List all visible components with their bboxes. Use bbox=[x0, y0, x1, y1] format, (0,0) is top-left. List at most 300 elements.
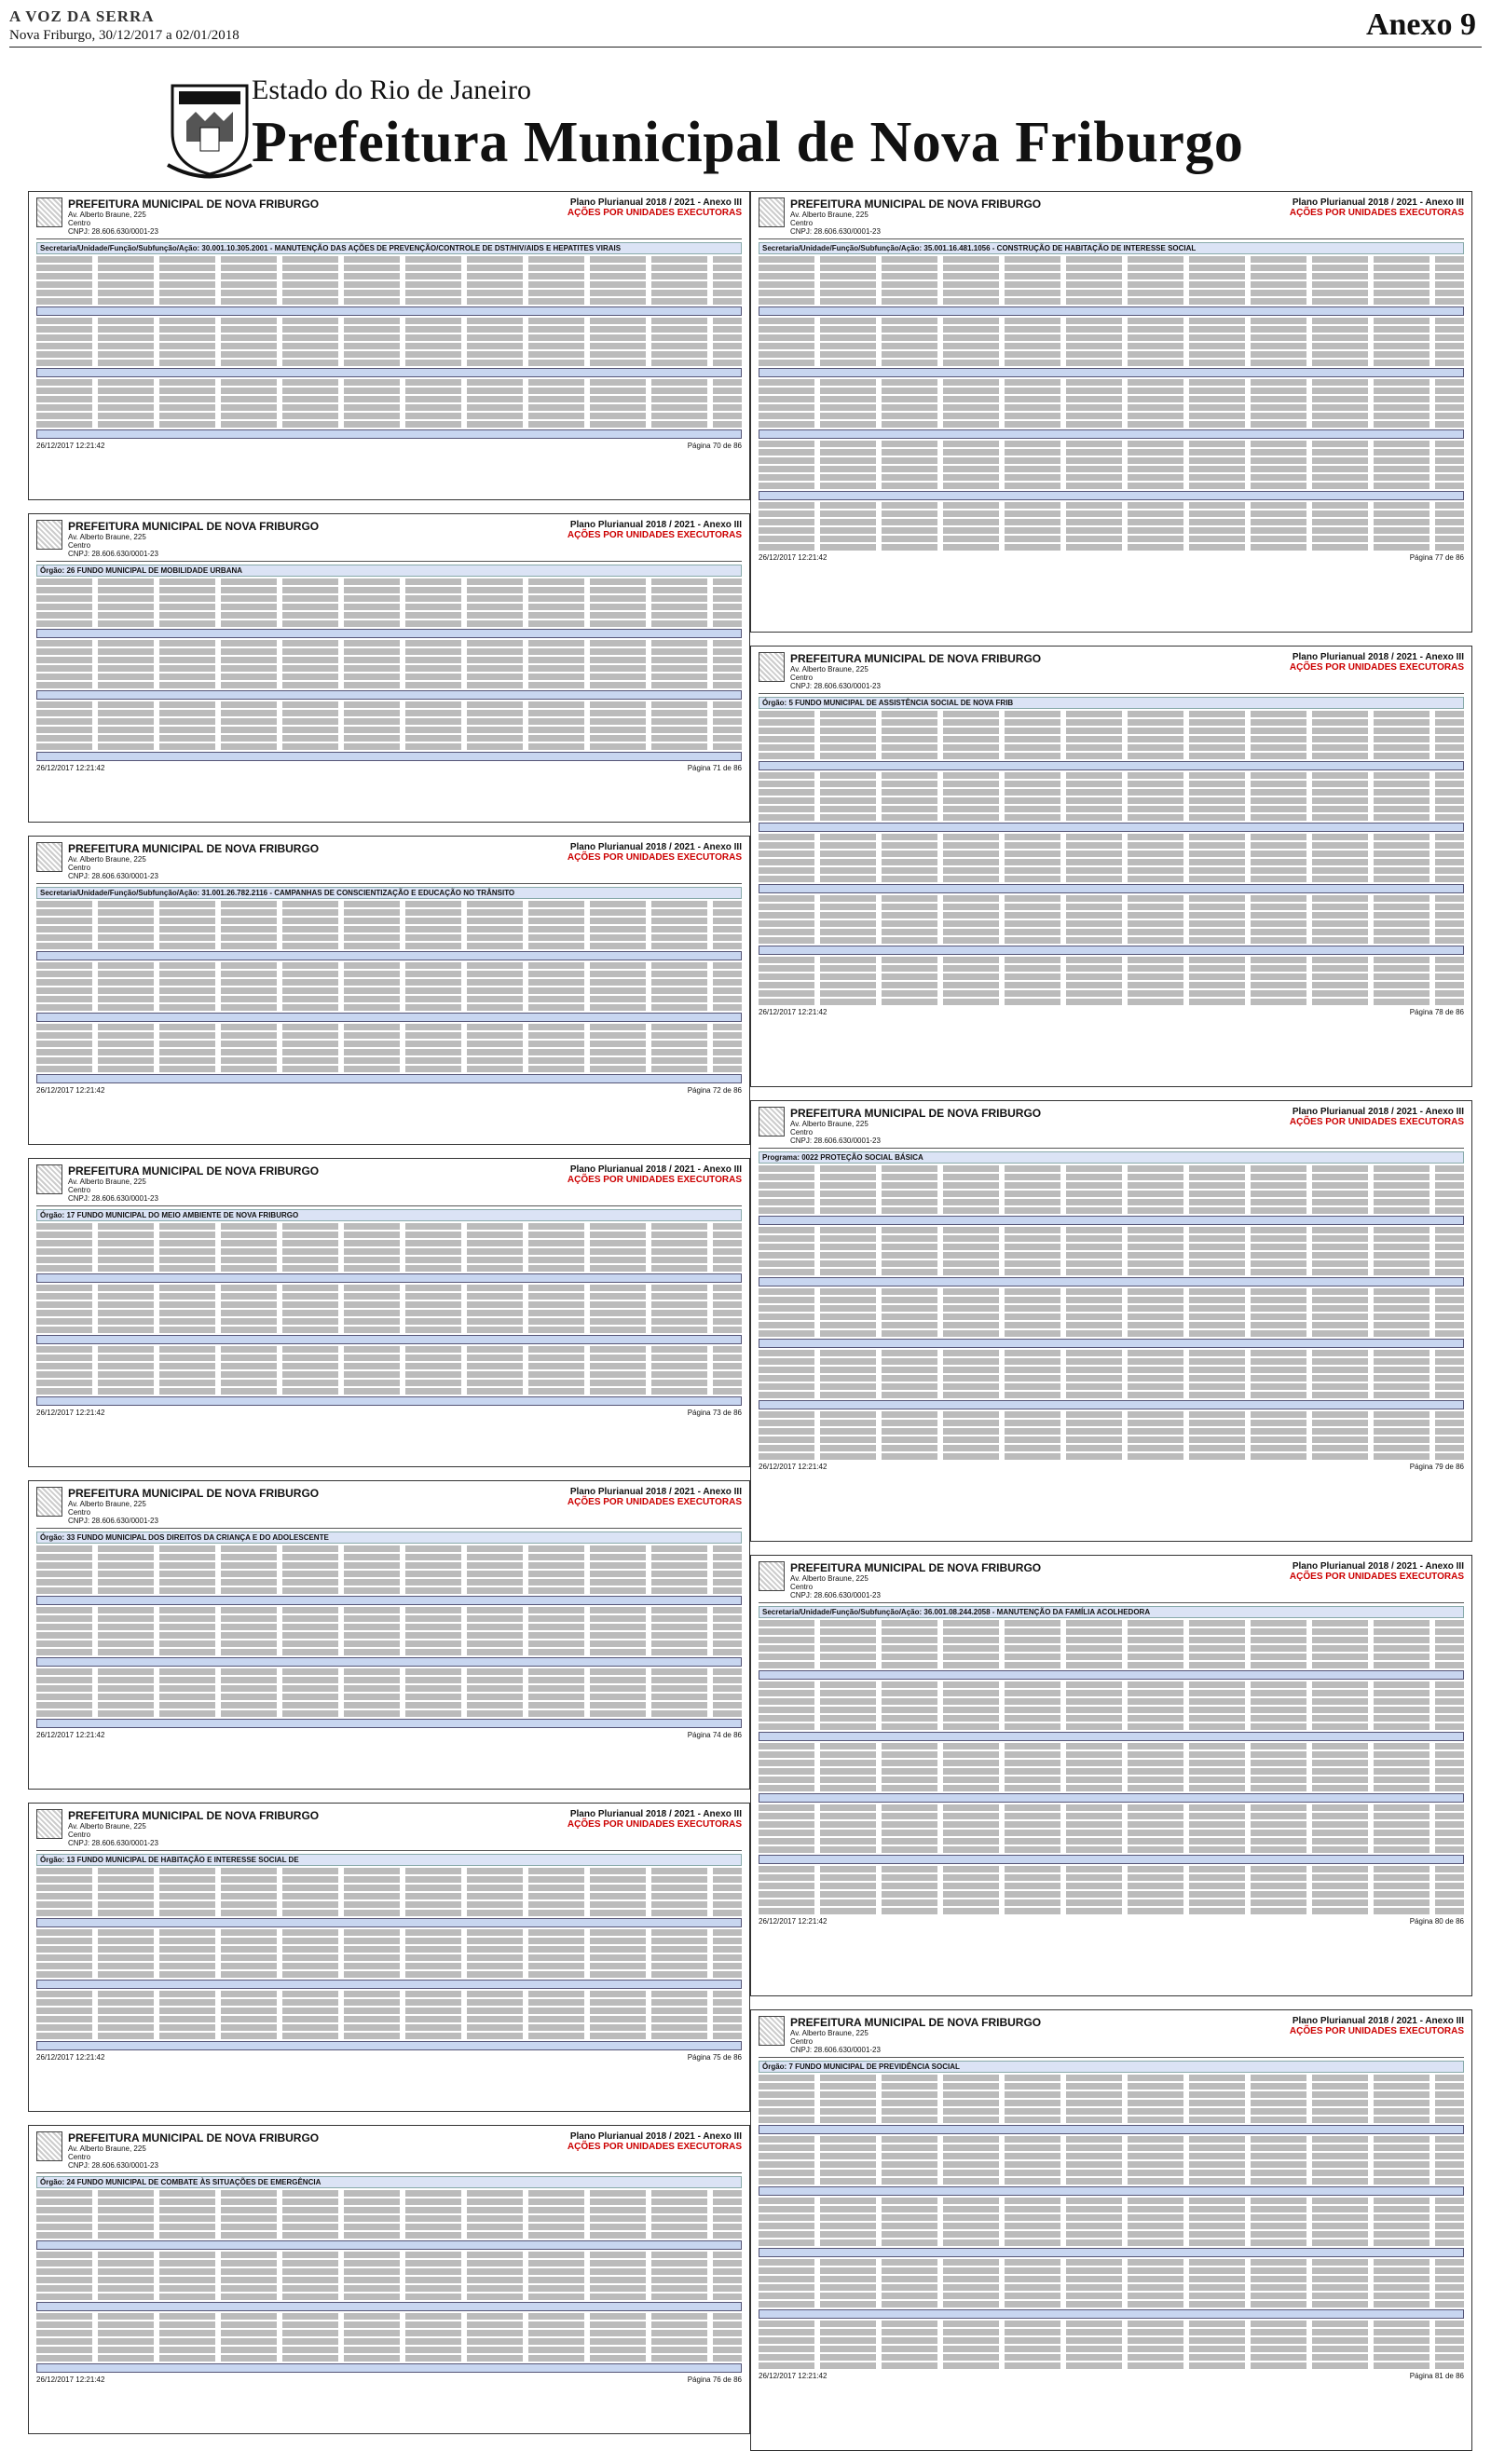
total-row bbox=[759, 2309, 1464, 2319]
footer-timestamp: 26/12/2017 12:21:42 bbox=[759, 553, 828, 562]
table-row bbox=[36, 1285, 742, 1291]
table-row bbox=[759, 413, 1464, 419]
table-row bbox=[759, 1698, 1464, 1705]
report-page bbox=[750, 1555, 1472, 1996]
table-row bbox=[36, 1066, 742, 1072]
report-page bbox=[28, 2125, 750, 2434]
total-row bbox=[36, 429, 742, 439]
plan-title: Plano Plurianual 2018 / 2021 - Anexo III bbox=[569, 197, 742, 208]
plan-block bbox=[568, 2131, 742, 2152]
plan-block bbox=[1290, 652, 1464, 673]
table-row bbox=[759, 1367, 1464, 1373]
table-row bbox=[36, 2355, 742, 2362]
table-row bbox=[759, 360, 1464, 366]
org-name: PREFEITURA MUNICIPAL DE NOVA FRIBURGO bbox=[68, 2131, 320, 2144]
org-district: Centro bbox=[68, 1508, 91, 1517]
table-row bbox=[36, 1649, 742, 1655]
table-row bbox=[36, 1685, 742, 1692]
table-row bbox=[759, 1662, 1464, 1668]
date-line: Nova Friburgo, 30/12/2017 a 02/01/2018 bbox=[9, 28, 239, 43]
org-address: Av. Alberto Braune, 225 bbox=[790, 665, 869, 674]
table-row bbox=[759, 1723, 1464, 1730]
table-row bbox=[759, 343, 1464, 349]
table-row bbox=[759, 1743, 1464, 1749]
table-row bbox=[36, 1677, 742, 1683]
table-row bbox=[36, 2024, 742, 2031]
plan-subtitle: AÇÕES POR UNIDADES EXECUTORAS bbox=[567, 1819, 742, 1830]
org-cnpj: CNPJ: 28.606.630/0001-23 bbox=[68, 1517, 158, 1525]
table-row bbox=[36, 1946, 742, 1953]
table-row bbox=[759, 2239, 1464, 2246]
table-row bbox=[759, 1420, 1464, 1426]
table-row bbox=[36, 1999, 742, 2006]
total-row bbox=[759, 306, 1464, 316]
plan-subtitle: AÇÕES POR UNIDADES EXECUTORAS bbox=[1289, 208, 1464, 218]
table-row bbox=[36, 1929, 742, 1936]
table-row bbox=[36, 290, 742, 296]
footer-page-number: Página 75 de 86 bbox=[687, 2053, 742, 2062]
table-row bbox=[759, 1628, 1464, 1635]
org-block bbox=[68, 1164, 568, 1203]
table-row bbox=[759, 1821, 1464, 1828]
table-row bbox=[36, 1910, 742, 1916]
table-row bbox=[36, 2252, 742, 2258]
plan-block bbox=[1290, 2016, 1464, 2036]
report-logo-icon bbox=[36, 2131, 62, 2161]
table-row bbox=[759, 2231, 1464, 2238]
table-row bbox=[759, 834, 1464, 840]
table-row bbox=[759, 1227, 1464, 1233]
org-name: PREFEITURA MUNICIPAL DE NOVA FRIBURGO bbox=[790, 2016, 1042, 2029]
table-row bbox=[759, 711, 1464, 717]
table-row bbox=[759, 2108, 1464, 2115]
plan-block bbox=[1290, 1107, 1464, 1127]
org-address: Av. Alberto Braune, 225 bbox=[68, 1500, 146, 1508]
plan-subtitle: AÇÕES POR UNIDADES EXECUTORAS bbox=[567, 1497, 742, 1507]
table-row bbox=[36, 1571, 742, 1577]
org-name: PREFEITURA MUNICIPAL DE NOVA FRIBURGO bbox=[790, 652, 1042, 665]
table-row bbox=[759, 2153, 1464, 2159]
table-row bbox=[759, 1707, 1464, 1713]
table-row bbox=[759, 536, 1464, 542]
table-row bbox=[759, 1681, 1464, 1688]
table-row bbox=[759, 1288, 1464, 1295]
org-block bbox=[68, 1809, 568, 1847]
table-row bbox=[36, 620, 742, 627]
table-row bbox=[759, 449, 1464, 456]
table-row bbox=[36, 1954, 742, 1961]
report-page bbox=[28, 1803, 750, 2112]
footer-timestamp: 26/12/2017 12:21:42 bbox=[759, 2372, 828, 2380]
footer-page-number: Página 70 de 86 bbox=[687, 442, 742, 450]
table-row bbox=[759, 789, 1464, 796]
org-address: Av. Alberto Braune, 225 bbox=[790, 1574, 869, 1583]
total-row bbox=[36, 1980, 742, 1989]
page-footer bbox=[759, 1463, 1464, 1471]
page-footer bbox=[759, 1008, 1464, 1016]
org-block bbox=[68, 1487, 568, 1525]
table-row bbox=[759, 1768, 1464, 1775]
table-row bbox=[759, 744, 1464, 751]
table-row bbox=[759, 719, 1464, 726]
total-row bbox=[36, 368, 742, 377]
plan-subtitle: AÇÕES POR UNIDADES EXECUTORAS bbox=[567, 2142, 742, 2152]
page-footer bbox=[36, 2376, 742, 2384]
org-block bbox=[790, 2016, 1290, 2054]
table-row bbox=[36, 256, 742, 263]
table-row bbox=[759, 2337, 1464, 2344]
total-row bbox=[36, 1013, 742, 1022]
page-footer bbox=[759, 1917, 1464, 1926]
table-row bbox=[36, 1615, 742, 1622]
table-row bbox=[36, 1380, 742, 1386]
table-row bbox=[36, 1223, 742, 1230]
annex-label: Anexo 9 bbox=[1365, 7, 1476, 42]
table-row bbox=[759, 290, 1464, 296]
footer-page-number: Página 74 de 86 bbox=[687, 1731, 742, 1739]
plan-title: Plano Plurianual 2018 / 2021 - Anexo III bbox=[1292, 652, 1464, 662]
table-row bbox=[759, 502, 1464, 509]
total-row bbox=[759, 1400, 1464, 1409]
table-row bbox=[759, 2214, 1464, 2221]
table-row bbox=[36, 1293, 742, 1300]
org-address: Av. Alberto Braune, 225 bbox=[68, 533, 146, 541]
org-district: Centro bbox=[790, 1583, 814, 1591]
table-row bbox=[759, 1654, 1464, 1660]
table-row bbox=[759, 273, 1464, 279]
org-address: Av. Alberto Braune, 225 bbox=[68, 1178, 146, 1186]
table-row bbox=[36, 1640, 742, 1647]
org-cnpj: CNPJ: 28.606.630/0001-23 bbox=[68, 227, 158, 236]
org-cnpj: CNPJ: 28.606.630/0001-23 bbox=[68, 872, 158, 880]
table-row bbox=[36, 2033, 742, 2039]
org-cnpj: CNPJ: 28.606.630/0001-23 bbox=[68, 550, 158, 558]
table-row bbox=[36, 701, 742, 708]
table-row bbox=[759, 1883, 1464, 1889]
report-page bbox=[28, 836, 750, 1145]
org-cnpj: CNPJ: 28.606.630/0001-23 bbox=[790, 2046, 881, 2054]
org-district: Centro bbox=[790, 219, 814, 227]
total-row bbox=[36, 629, 742, 638]
total-row bbox=[36, 2363, 742, 2373]
total-row bbox=[759, 491, 1464, 500]
table-row bbox=[759, 1804, 1464, 1811]
table-row bbox=[759, 2267, 1464, 2274]
footer-page-number: Página 81 de 86 bbox=[1409, 2372, 1464, 2380]
table-row bbox=[759, 1838, 1464, 1845]
org-cnpj: CNPJ: 28.606.630/0001-23 bbox=[68, 2161, 158, 2170]
footer-page-number: Página 76 de 86 bbox=[687, 2376, 742, 2384]
table-row bbox=[759, 318, 1464, 324]
table-row bbox=[759, 1260, 1464, 1267]
table-row bbox=[36, 2016, 742, 2022]
org-district: Centro bbox=[68, 864, 91, 872]
table-row bbox=[36, 1587, 742, 1594]
report-logo-icon bbox=[759, 2016, 785, 2046]
org-cnpj: CNPJ: 28.606.630/0001-23 bbox=[790, 227, 881, 236]
table-row bbox=[36, 612, 742, 619]
report-page-header bbox=[36, 1809, 742, 1851]
report-logo-icon bbox=[759, 1107, 785, 1137]
table-row bbox=[36, 396, 742, 402]
report-logo-icon bbox=[36, 1809, 62, 1839]
table-row bbox=[759, 2301, 1464, 2307]
org-district: Centro bbox=[68, 219, 91, 227]
section-heading: Secretaria/Unidade/Função/Subfunção/Ação: 36.001.08.244.2058 - MANUTENÇÃO DA FAMÍLIA ACOLHEDORA bbox=[759, 1606, 1464, 1618]
table-row bbox=[36, 1901, 742, 1908]
table-row bbox=[36, 640, 742, 647]
table-row bbox=[36, 2268, 742, 2275]
report-logo-icon bbox=[759, 652, 785, 682]
total-row bbox=[36, 2302, 742, 2311]
total-row bbox=[36, 1335, 742, 1344]
footer-page-number: Página 79 de 86 bbox=[1409, 1463, 1464, 1471]
table-row bbox=[36, 2294, 742, 2300]
table-row bbox=[36, 604, 742, 610]
table-row bbox=[759, 2223, 1464, 2229]
total-row bbox=[759, 1216, 1464, 1225]
plan-title: Plano Plurianual 2018 / 2021 - Anexo III bbox=[569, 842, 742, 852]
org-cnpj: CNPJ: 28.606.630/0001-23 bbox=[790, 1591, 881, 1600]
table-row bbox=[36, 1301, 742, 1308]
table-row bbox=[36, 2207, 742, 2213]
footer-timestamp: 26/12/2017 12:21:42 bbox=[36, 1409, 105, 1417]
table-row bbox=[36, 421, 742, 428]
report-page-header bbox=[36, 520, 742, 562]
total-row bbox=[759, 429, 1464, 439]
table-row bbox=[759, 1375, 1464, 1382]
page-footer bbox=[759, 2372, 1464, 2380]
total-row bbox=[36, 306, 742, 316]
table-row bbox=[36, 2232, 742, 2239]
table-row bbox=[759, 1297, 1464, 1303]
table-row bbox=[36, 326, 742, 333]
plan-subtitle: AÇÕES POR UNIDADES EXECUTORAS bbox=[1289, 2026, 1464, 2036]
table-row bbox=[36, 987, 742, 994]
table-row bbox=[759, 728, 1464, 734]
report-page-header bbox=[36, 197, 742, 239]
table-row bbox=[36, 1624, 742, 1630]
table-row bbox=[759, 1207, 1464, 1214]
table-row bbox=[759, 753, 1464, 759]
left-column bbox=[28, 191, 750, 2447]
plan-block bbox=[568, 1487, 742, 1507]
footer-timestamp: 26/12/2017 12:21:42 bbox=[36, 2053, 105, 2062]
table-row bbox=[759, 1453, 1464, 1460]
table-row bbox=[759, 806, 1464, 812]
plan-block bbox=[1290, 1561, 1464, 1582]
page-footer bbox=[36, 2053, 742, 2062]
table-row bbox=[759, 1305, 1464, 1312]
table-row bbox=[759, 1690, 1464, 1696]
section-heading: Órgão: 7 FUNDO MUNICIPAL DE PREVIDÊNCIA SOCIAL bbox=[759, 2061, 1464, 2073]
table-row bbox=[36, 674, 742, 680]
table-row bbox=[36, 979, 742, 986]
table-row bbox=[36, 2313, 742, 2320]
section-heading: Secretaria/Unidade/Função/Subfunção/Ação: 30.001.10.305.2001 - MANUTENÇÃO DAS AÇÕES DE PREVENÇÃO/CONTROLE DE DST/HIV/AIDS E HEPATITES VIRAIS bbox=[36, 242, 742, 254]
table-row bbox=[36, 587, 742, 593]
table-row bbox=[759, 1235, 1464, 1242]
table-row bbox=[36, 918, 742, 924]
table-row bbox=[759, 2354, 1464, 2361]
table-row bbox=[759, 2329, 1464, 2335]
table-row bbox=[36, 1554, 742, 1560]
org-address: Av. Alberto Braune, 225 bbox=[68, 211, 146, 219]
footer-timestamp: 26/12/2017 12:21:42 bbox=[759, 1463, 828, 1471]
table-row bbox=[36, 1248, 742, 1255]
table-row bbox=[36, 2321, 742, 2328]
report-page-header bbox=[36, 2131, 742, 2173]
right-column bbox=[750, 191, 1472, 2464]
table-row bbox=[759, 999, 1464, 1005]
paper-name: A VOZ DA SERRA bbox=[9, 7, 155, 25]
report-logo-icon bbox=[759, 197, 785, 227]
table-row bbox=[759, 2091, 1464, 2098]
org-block bbox=[68, 197, 568, 236]
table-row bbox=[759, 2161, 1464, 2168]
table-row bbox=[759, 1908, 1464, 1914]
total-row bbox=[36, 690, 742, 700]
table-row bbox=[36, 1024, 742, 1030]
table-row bbox=[759, 379, 1464, 386]
page-footer bbox=[36, 1409, 742, 1417]
table-row bbox=[759, 1165, 1464, 1172]
table-row bbox=[759, 1436, 1464, 1443]
table-row bbox=[36, 1876, 742, 1883]
table-row bbox=[36, 901, 742, 907]
total-row bbox=[759, 1339, 1464, 1348]
table-row bbox=[759, 474, 1464, 481]
total-row bbox=[759, 1670, 1464, 1680]
table-row bbox=[759, 2362, 1464, 2369]
table-row bbox=[36, 1265, 742, 1272]
table-row bbox=[36, 1562, 742, 1569]
table-row bbox=[759, 1445, 1464, 1451]
total-row bbox=[36, 1657, 742, 1667]
table-row bbox=[36, 2260, 742, 2267]
org-district: Centro bbox=[68, 1186, 91, 1194]
report-page bbox=[28, 191, 750, 500]
report-logo-icon bbox=[759, 1561, 785, 1591]
table-row bbox=[36, 1371, 742, 1378]
total-row bbox=[759, 2248, 1464, 2257]
table-row bbox=[36, 1991, 742, 1997]
table-row bbox=[759, 1830, 1464, 1836]
table-row bbox=[759, 1891, 1464, 1898]
table-row bbox=[759, 1392, 1464, 1398]
total-row bbox=[36, 752, 742, 761]
footer-timestamp: 26/12/2017 12:21:42 bbox=[36, 442, 105, 450]
report-logo-icon bbox=[36, 1164, 62, 1194]
table-row bbox=[759, 404, 1464, 411]
table-row bbox=[36, 1310, 742, 1316]
plan-block bbox=[568, 1164, 742, 1185]
org-block bbox=[68, 842, 568, 880]
table-row bbox=[759, 1244, 1464, 1250]
table-row bbox=[759, 851, 1464, 857]
table-row bbox=[36, 1963, 742, 1969]
table-row bbox=[759, 2144, 1464, 2151]
total-row bbox=[36, 951, 742, 960]
section-heading: Secretaria/Unidade/Função/Subfunção/Ação: 35.001.16.481.1056 - CONSTRUÇÃO DE HABITAÇÃO DE INTERESSE SOCIAL bbox=[759, 242, 1464, 254]
table-row bbox=[759, 2178, 1464, 2185]
table-row bbox=[36, 1702, 742, 1708]
table-row bbox=[36, 710, 742, 716]
table-row bbox=[36, 579, 742, 585]
table-row bbox=[36, 909, 742, 916]
table-row bbox=[759, 466, 1464, 472]
municipal-header bbox=[149, 65, 1361, 186]
table-row bbox=[36, 1668, 742, 1675]
section-heading: Secretaria/Unidade/Função/Subfunção/Ação: 31.001.26.782.2116 - CAMPANHAS DE CONSCIENTIZAÇÃO E EDUCAÇÃO NO TRÂNSITO bbox=[36, 887, 742, 899]
table-row bbox=[759, 1428, 1464, 1435]
table-row bbox=[759, 2284, 1464, 2291]
section-heading: Órgão: 13 FUNDO MUNICIPAL DE HABITAÇÃO E INTERESSE SOCIAL DE bbox=[36, 1854, 742, 1866]
report-page bbox=[28, 1158, 750, 1467]
table-row bbox=[759, 1620, 1464, 1627]
table-row bbox=[759, 1174, 1464, 1180]
table-row bbox=[36, 1868, 742, 1874]
table-row bbox=[759, 814, 1464, 821]
plan-subtitle: AÇÕES POR UNIDADES EXECUTORAS bbox=[1289, 1572, 1464, 1582]
plan-block bbox=[568, 520, 742, 540]
table-row bbox=[36, 1893, 742, 1899]
table-row bbox=[36, 388, 742, 394]
section-heading: Programa: 0022 PROTEÇÃO SOCIAL BÁSICA bbox=[759, 1151, 1464, 1164]
org-district: Centro bbox=[790, 2037, 814, 2046]
org-block bbox=[790, 1107, 1290, 1145]
table-row bbox=[759, 2259, 1464, 2266]
page-footer bbox=[36, 1086, 742, 1095]
plan-block bbox=[568, 1809, 742, 1830]
total-row bbox=[759, 1732, 1464, 1741]
table-row bbox=[36, 1327, 742, 1333]
table-row bbox=[36, 318, 742, 324]
section-heading: Órgão: 24 FUNDO MUNICIPAL DE COMBATE ÀS SITUAÇÕES DE EMERGÊNCIA bbox=[36, 2176, 742, 2188]
table-row bbox=[759, 2206, 1464, 2212]
table-row bbox=[36, 1694, 742, 1700]
table-row bbox=[36, 404, 742, 411]
table-row bbox=[759, 904, 1464, 910]
table-row bbox=[36, 2330, 742, 2336]
plan-subtitle: AÇÕES POR UNIDADES EXECUTORAS bbox=[1289, 662, 1464, 673]
table-row bbox=[759, 1899, 1464, 1906]
total-row bbox=[759, 761, 1464, 770]
total-row bbox=[759, 823, 1464, 832]
table-row bbox=[36, 1257, 742, 1263]
table-row bbox=[36, 1346, 742, 1353]
table-row bbox=[759, 876, 1464, 882]
footer-page-number: Página 72 de 86 bbox=[687, 1086, 742, 1095]
org-address: Av. Alberto Braune, 225 bbox=[790, 2029, 869, 2037]
table-row bbox=[759, 1199, 1464, 1205]
table-row bbox=[36, 2338, 742, 2345]
table-row bbox=[759, 1252, 1464, 1259]
table-row bbox=[36, 265, 742, 271]
page-footer bbox=[759, 553, 1464, 562]
table-row bbox=[759, 388, 1464, 394]
plan-title: Plano Plurianual 2018 / 2021 - Anexo III bbox=[569, 1809, 742, 1819]
table-row bbox=[36, 926, 742, 933]
total-row bbox=[759, 1855, 1464, 1864]
table-row bbox=[36, 2224, 742, 2230]
report-logo-icon bbox=[36, 197, 62, 227]
table-row bbox=[759, 1322, 1464, 1328]
report-page-header bbox=[759, 1107, 1464, 1149]
table-row bbox=[759, 2075, 1464, 2081]
table-row bbox=[759, 2100, 1464, 2106]
table-row bbox=[36, 2190, 742, 2197]
